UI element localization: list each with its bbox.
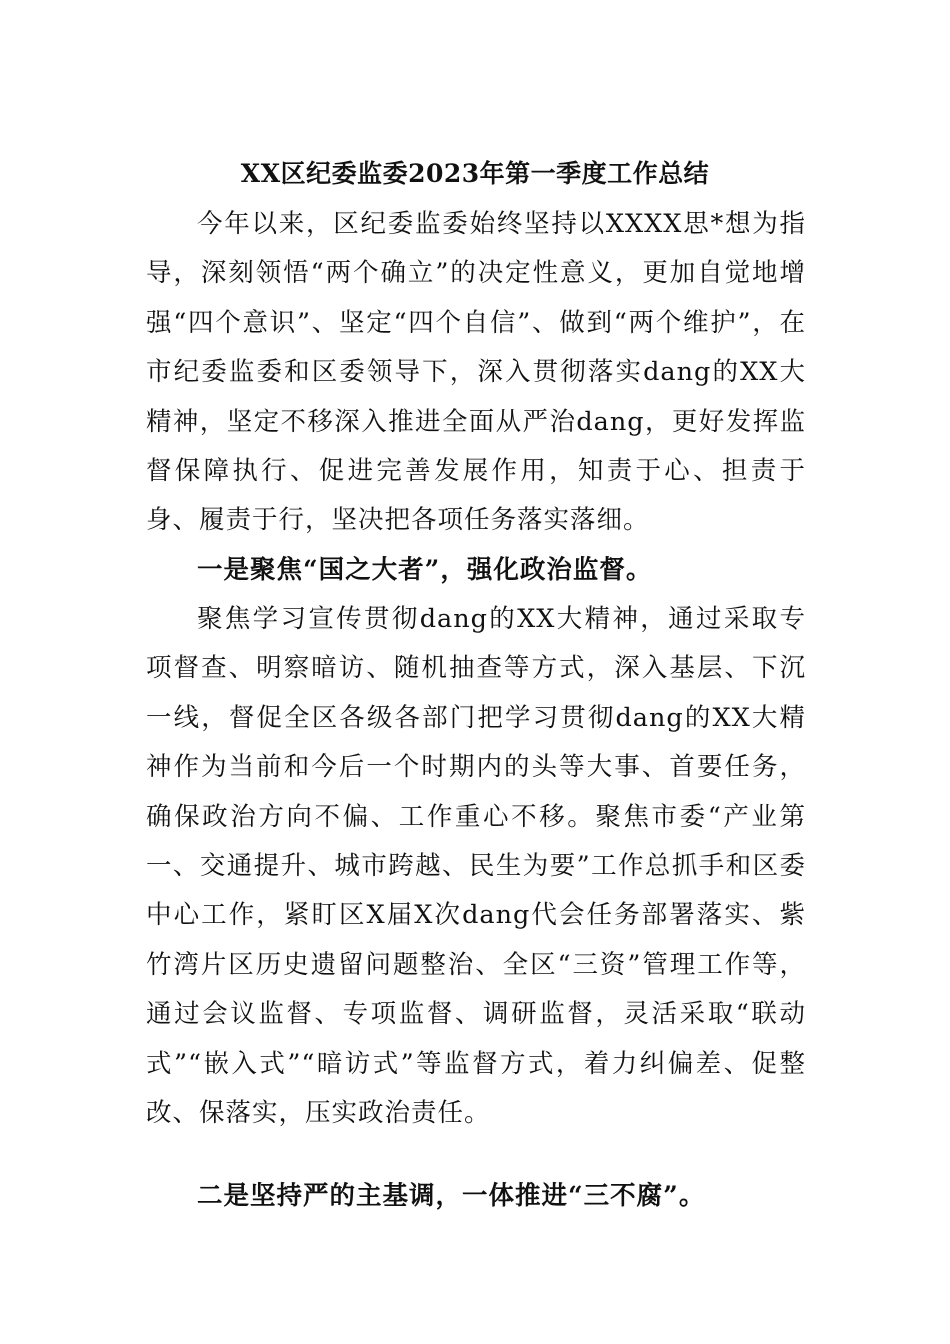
section-heading-block-2 <box>146 1172 806 1221</box>
section-paragraph-1: 聚焦学习宣传贯彻dang的XX大精神，通过采取专项督查、明察暗访、随机抽查等方式，深入基层、下沉一线，督促全区各级各部门把学习贯彻dang的XX大精神作为当前和今后一个时期内的头等大事、首要任务，确保政治方向不偏、工作重心不移。聚焦市委“产业第一、交通提升、城市跨越、民生为要”工作总抓手和区委中心工作，紧盯区X届X次dang代会任务部署落实、紫竹湾片区历史遗留问题整治、全区“三资”管理工作等，通过会议监督、专项监督、调研监督，灵活采取“联动式”“嵌入式”“暗访式”等监督方式，着力纠偏差、促整改、保落实，压实政治责任。 <box>146 604 806 1129</box>
section-paragraph-block-1 <box>146 595 806 1138</box>
document-title: XX区纪委监委2023年第一季度工作总结 <box>240 159 710 188</box>
section-heading-block-1 <box>146 546 806 595</box>
section-heading-2: 二是坚持严的主基调，一体推进“三不腐”。 <box>197 1181 706 1211</box>
intro-paragraph: 今年以来，区纪委监委始终坚持以XXXX思*想为指导，深刻领悟“两个确立”的决定性意义，更加自觉地增强“四个意识”、坚定“四个自信”、做到“两个维护”，在市纪委监委和区委领导下，深入贯彻落实dang的XX大精神，坚定不移深入推进全面从严治dang，更好发挥监督保障执行、促进完善发展作用，知责于心、担责于身、履责于行，坚决把各项任务落实落细。 <box>146 209 806 536</box>
intro-paragraph-block <box>146 200 806 546</box>
section-heading-1: 一是聚焦“国之大者”，强化政治监督。 <box>197 555 653 585</box>
